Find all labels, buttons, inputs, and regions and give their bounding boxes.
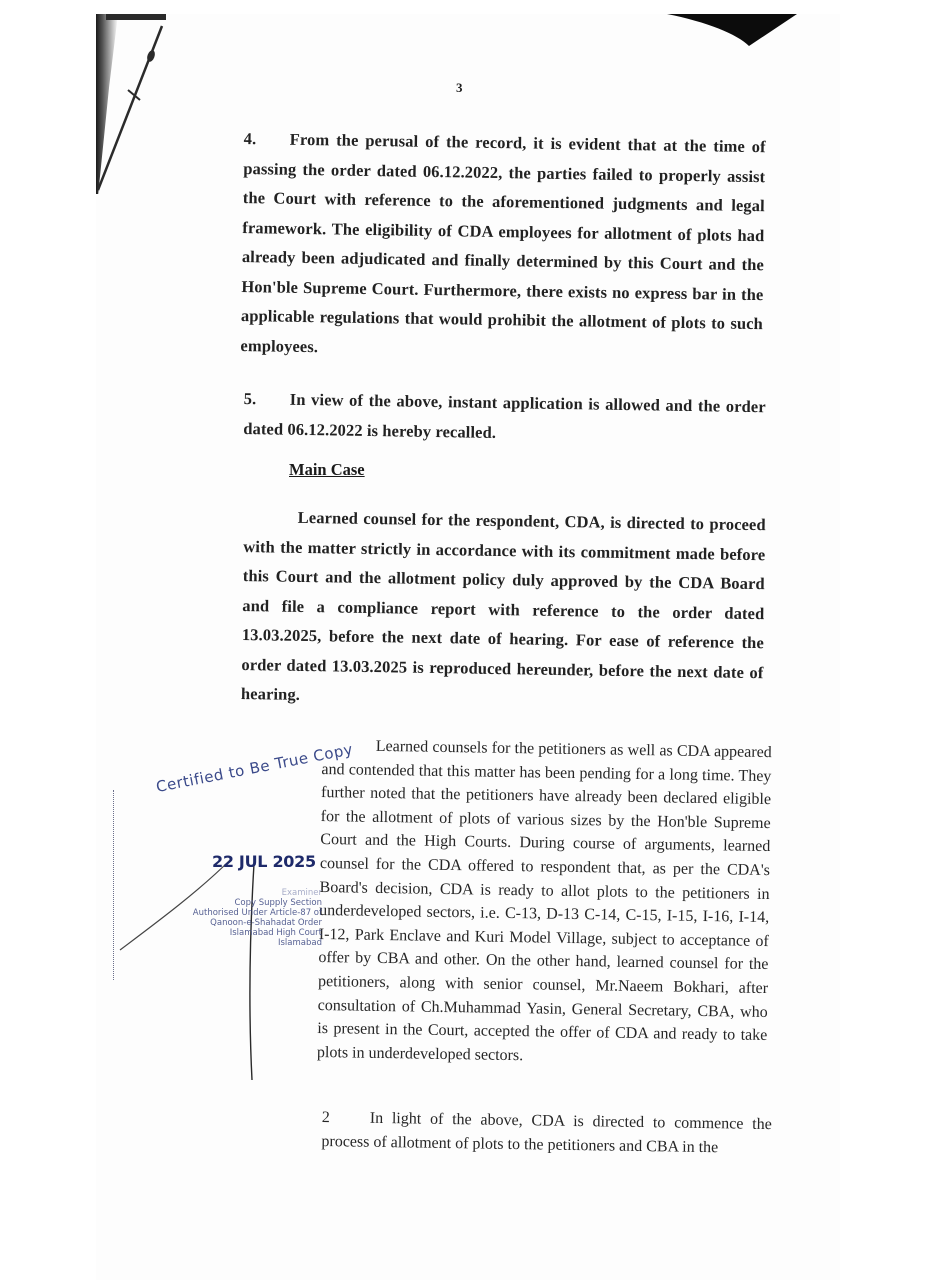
copy-section-stamp: Examiner Copy Supply Section Authorised Under Article-87 of Qanoon-e-Shahadat Order Islamabad High Court Islamabad bbox=[192, 888, 322, 948]
stamp-date: 22 JUL 2025 bbox=[212, 852, 316, 871]
paragraph-5: 5. In view of the above, instant application is allowed and the order dated 06.12.2022 is hereby recalled. bbox=[243, 384, 766, 451]
certified-true-copy-stamp: Certified to Be True Copy bbox=[154, 740, 355, 796]
main-case-paragraph: Learned counsel for the respondent, CDA, is directed to proceed with the matter strictly in accordance with its commitment made before this Court and the allotment policy duly approved by the CDA Board and file a compliance report with reference to the order dated 13.03.2025, before the next date of hearing. For ease of reference the order dated 13.03.2025 is reproduced hereunder, before the next date of hearing. bbox=[240, 507, 766, 704]
quoted-order-paragraph-2: 2 In light of the above, CDA is directed to commence the process of allotment of plots to the petitioners and CBA in the bbox=[321, 1106, 772, 1160]
quoted-order-paragraph-1: Learned counsels for the petitioners as well as CDA appeared and contended that this matter has been pending for a long time. They further noted that the petitioners have already been declared eligible for the allotment of plots of various sizes by the Hon'ble Supreme Court and the High Courts. During course of arguments, learned counsel for the CDA offered to respondent that, as per the CDA's Board's decision, CDA is ready to allot plots to the petitioners in underdeveloped sectors, i.e. C-13, D-13 C-14, C-15, I-15, I-16, I-14, I-12, Park Enclave and Kuri Model Village, subject to acceptance of offer by CBA and other. On the other hand, learned counsel for the petitioners, along with senior counsel, Mr.Naeem Bokhari, after consultation of Ch.Muhammad Yasin, General Secretary, CBA, who is present in the Court, accepted the offer of CDA and ready to take plots in underdeveloped sectors. bbox=[316, 737, 772, 1064]
page-fold-corner bbox=[667, 14, 797, 46]
paragraph-number: 4. bbox=[243, 128, 257, 149]
paragraph-4: 4. From the perusal of the record, it is evident that at the time of passing the order dated 06.12.2022, the parties failed to properly assist the Court with reference to the aforementioned judgments and legal framework. The eligibility of CDA employees for allotment of plots had already been adjudicated and finally determined by this Court and the Hon'ble Supreme Court. Furthermore, there exists no express bar in the applicable regulations that would prohibit the allotment of plots to such employees. bbox=[240, 124, 766, 368]
paragraph-number: 5. bbox=[243, 388, 257, 409]
staple-pin-mark bbox=[90, 14, 170, 194]
section-heading-main-case: Main Case bbox=[289, 460, 365, 479]
page-number: 3 bbox=[456, 80, 463, 95]
paragraph-number: 2 bbox=[321, 1108, 330, 1127]
